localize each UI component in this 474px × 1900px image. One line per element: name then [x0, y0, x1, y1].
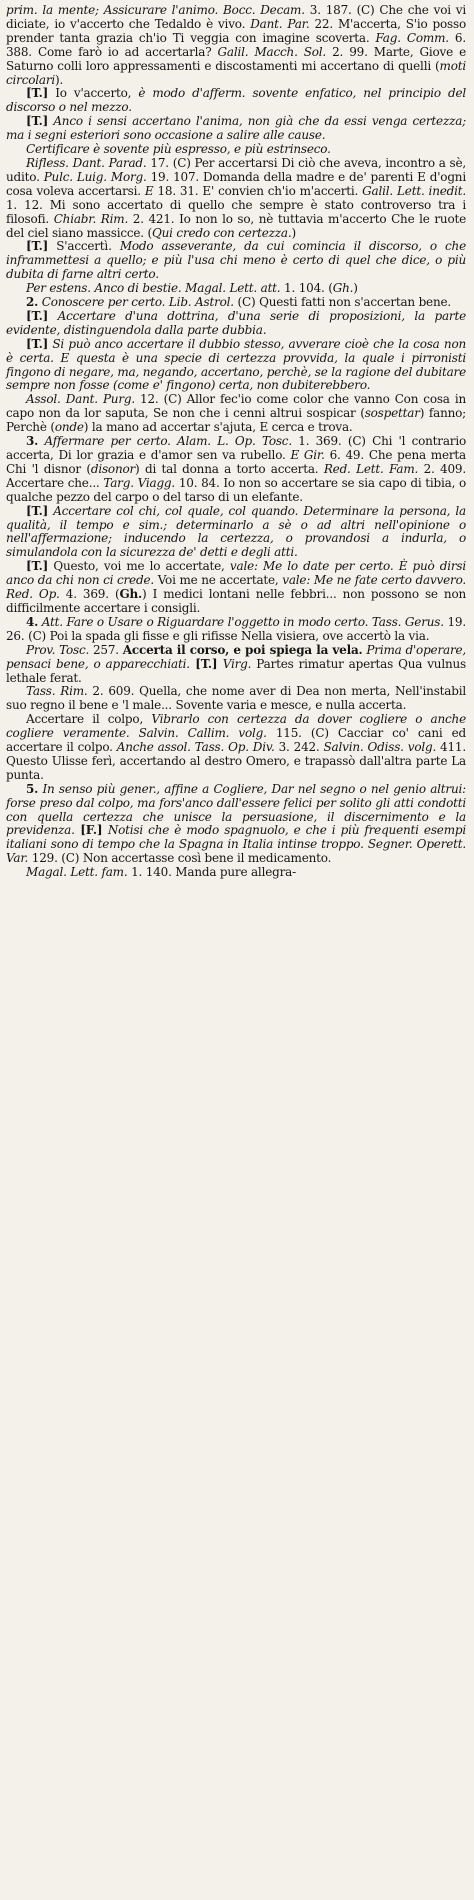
- body-text: 19. 107. Domanda della madre e de' parenti E d'ogni cosa voleva accertarsi.: [6, 169, 466, 198]
- bold-text: [T.]: [26, 336, 49, 351]
- italic-text: Virg.: [222, 656, 252, 671]
- dictionary-paragraph: [6, 560, 466, 616]
- dictionary-paragraph: [6, 143, 466, 157]
- italic-text: Affermare per certo. Alam. L. Op. Tosc.: [44, 434, 292, 449]
- dictionary-paragraph: [6, 435, 466, 505]
- bold-text: 3.: [26, 434, 39, 449]
- body-text: ) I medici lontani nelle febbri... non possono se non difficilmente accertare i consigli.: [6, 587, 466, 615]
- italic-text: Pulc. Luig. Morg.: [43, 169, 147, 184]
- body-text: 1. 369. (C) Chi 'l contrario accerta, Di lor grazia e d'amor sen va rubello.: [6, 434, 466, 462]
- dictionary-paragraph: [6, 783, 466, 866]
- italic-text: Magal. Lett. fam.: [26, 865, 128, 880]
- italic-text: Anche assol. Tass. Op. Div.: [116, 740, 275, 755]
- italic-text: Galil. Lett. inedit.: [362, 183, 466, 198]
- body-text: 115. (C) Cacciar co' cani ed accertare il colpo.: [6, 726, 466, 755]
- italic-text: Vibrarlo con certezza da dover cogliere o anche cogliere veramente. Salvin. Callim. volg.: [6, 712, 466, 741]
- italic-text: è modo d'afferm. sovente enfatico, nel principio del discorso o nel mezzo.: [6, 86, 466, 115]
- italic-text: onde: [54, 420, 84, 435]
- body-text: S'accertì.: [48, 239, 120, 254]
- dictionary-paragraph: [6, 713, 466, 783]
- italic-text: sospettar: [364, 406, 420, 421]
- italic-text: Prov. Tosc.: [26, 642, 90, 657]
- italic-text: Prima d'operare, pensaci bene, o apparecchiati.: [6, 642, 466, 671]
- dictionary-paragraph: [6, 240, 466, 282]
- italic-text: Red. Lett. Fam.: [323, 461, 419, 476]
- italic-text: E Gir.: [290, 448, 325, 462]
- italic-text: vale: Me ne fate certo davvero. Red. Op.: [6, 573, 466, 602]
- italic-text: Certificare è sovente più espresso, e più estrinseco.: [26, 142, 331, 157]
- dictionary-paragraph: [6, 616, 466, 644]
- bold-text: [F.]: [74, 823, 108, 838]
- body-text: ) fanno; Perchè (: [6, 406, 466, 435]
- italic-text: In senso più gener., affine a Cogliere, Dar nel segno o nel genio altrui: forse preso dal colpo, ma fors'anco dall'essere felici per solito gli atti condotti con quella certezza che unisce la persuasione, il discernimento e la previdenza.: [6, 781, 466, 838]
- italic-text: Qui credo con certezza.: [152, 225, 292, 240]
- bold-text: 2.: [26, 295, 39, 310]
- italic-text: Fag. Comm.: [375, 30, 449, 45]
- italic-text: Anco i sensi accertano l'anima, non già che da essi venga certezza; ma i segni esteriori sono occasione a salire alle cause.: [6, 114, 466, 143]
- body-text: 3. 242.: [274, 740, 324, 755]
- italic-text: Conoscere per certo. Lib. Astrol.: [41, 295, 234, 310]
- body-text: ): [353, 281, 358, 296]
- dictionary-paragraph: [6, 87, 466, 115]
- body-text: ): [291, 225, 296, 240]
- body-text: 1. 12. Mi sono accertato di quello che sempre è stato controverso tra i filosofi.: [6, 197, 466, 226]
- dictionary-paragraph: [6, 685, 466, 713]
- italic-text: vale: Me lo date per certo. È può dirsi anco da chi non ci crede.: [6, 559, 467, 588]
- body-text: 2. 609. Quella, che nome aver di Dea non merta, Nell'instabil suo regno il bene e 'l male... Sovente varia e mesce, e nulla accerta.: [6, 684, 466, 713]
- italic-text: E: [144, 183, 154, 198]
- dictionary-paragraph: [6, 310, 466, 338]
- dictionary-paragraph: [6, 4, 466, 87]
- body-text: 6. 388. Come farò io ad accertarla?: [6, 30, 466, 59]
- dictionary-paragraph: [6, 393, 466, 435]
- italic-text: Accertare col chi, col quale, col quando. Determinare la persona, la qualità, il tempo e sim.; determinarlo a sè o ad altri nell'opinione o nell'affermazione; inducendo la certezza, o provandosi a indurla, o simulandola con la sicurezza de' detti e degli atti.: [6, 503, 466, 560]
- italic-text: Si può anco accertare il dubbio stesso, avverare cioè che la cosa non è certa. E questa è una specie di certezza provvida, la quale i pirronisti fingono di negare, ma, negando, accertano, perchè, se la ragione del dubitare sempre non fosse (come e' fingono) certa, non dubiterebbero.: [6, 336, 466, 393]
- body-text: Partes rimatur apertas Qua vulnus lethale ferat.: [6, 656, 466, 685]
- italic-text: Dant. Par.: [250, 16, 310, 31]
- italic-text: Att. Fare o Usare o Riguardare l'oggetto in modo certo. Tass. Gerus.: [41, 614, 444, 629]
- bold-text: [T.]: [26, 86, 49, 101]
- body-text: 6. 49. Che pena merta Chi 'l disnor (: [6, 448, 467, 476]
- italic-text: Modo asseverante, da cui comincia il discorso, o che inframmettesi a quello; e più l'usa chi meno è certo di quel che dice, o più dubita di farne altri certo.: [6, 239, 466, 282]
- dictionary-paragraph: [6, 115, 466, 143]
- dictionary-paragraph: [6, 505, 466, 561]
- bold-text: [T.]: [26, 503, 49, 518]
- body-text: Questo, voi me lo accertate,: [48, 559, 230, 574]
- body-text: Accertare il colpo,: [26, 712, 152, 727]
- dictionary-paragraph: [6, 338, 466, 394]
- body-text: ) di tal donna a torto accerta.: [135, 461, 324, 476]
- body-text: ).: [55, 72, 64, 87]
- body-text: 3. 187. (C) Che che voi vi diciate, io v'accerto che Tedaldo è vivo.: [6, 3, 466, 31]
- body-text: 1. 104. (: [280, 281, 333, 296]
- dictionary-paragraph: [6, 157, 466, 240]
- body-text: 411. Questo Ulisse ferì, accertando al destro Omero, e trapassò dall'altra parte La punta.: [6, 740, 466, 782]
- italic-text: prim. la mente; Assicurare l'animo. Bocc. Decam.: [6, 3, 305, 17]
- dictionary-paragraph: [6, 296, 466, 310]
- body-text: (C) Questi fatti non s'accertan bene.: [233, 295, 452, 310]
- bold-text: Gh.: [119, 587, 142, 602]
- bold-text: [T.]: [26, 114, 49, 129]
- italic-text: Assol. Dant. Purg.: [26, 392, 135, 407]
- body-text: 2. 421. Io non lo so, nè tuttavia m'accerto Che le ruote del ciel siano massicce. (: [6, 211, 466, 240]
- body-text: 10. 84. Io non so accertare se sia capo di tibia, o qualche pezzo del carpo o del tarso di un elefante.: [6, 475, 467, 504]
- italic-text: Galil. Macch. Sol.: [217, 44, 327, 59]
- italic-text: Anco di bestie. Magal. Lett. att.: [94, 281, 281, 296]
- body-text: 19. 26. (C) Poi la spada gli fisse e gli rifisse Nella visiera, ove accertò la via.: [6, 614, 466, 643]
- body-text: 1. 140. Manda pure allegra-: [127, 865, 296, 880]
- body-text: Voi me ne accertate,: [153, 573, 283, 588]
- italic-text: Rifless. Dant. Parad.: [26, 155, 147, 170]
- italic-text: Salvin. Odiss. volg.: [323, 740, 437, 755]
- dictionary-paragraph: [6, 866, 466, 880]
- italic-text: Targ. Viagg.: [103, 475, 176, 490]
- body-text: 2. 99. Marte, Giove e Saturno colli loro appressamenti e discostamenti mi accertano di quelli (: [6, 44, 466, 73]
- italic-text: Tass. Rim.: [26, 684, 88, 699]
- italic-text: disonor: [90, 461, 136, 476]
- italic-text: Per estens.: [26, 281, 91, 296]
- bold-text: 5.: [26, 781, 39, 796]
- body-text: 18. 31. E' convien ch'io m'accerti.: [153, 183, 363, 198]
- body-text: 257.: [89, 642, 123, 657]
- bold-text: [T.]: [26, 308, 49, 323]
- body-text: 2. 409. Accertare che...: [6, 461, 466, 490]
- body-text: ) la mano ad accertar s'ajuta, E cerca e trova.: [83, 420, 353, 435]
- body-text: 12. (C) Allor fec'io come color che vanno Con cosa in capo non da lor saputa, Se non che i cenni altrui sospicar (: [6, 392, 466, 421]
- bold-text: Accerta il corso, e poi spiega la vela.: [122, 642, 363, 657]
- bold-text: [T.]: [26, 559, 49, 574]
- bold-text: [T.]: [189, 656, 223, 671]
- italic-text: Accertare d'una dottrina, d'una serie di proposizioni, la parte evidente, distinguendola dalla parte dubbia.: [6, 308, 466, 337]
- dictionary-paragraph: [6, 282, 466, 296]
- bold-text: 4.: [26, 614, 39, 629]
- body-text: 22. M'accerta, S'io posso prender tanta grazia ch'io Ti veggia con imagine scoverta.: [6, 16, 466, 45]
- body-text: Io v'accerto,: [48, 86, 139, 101]
- italic-text: Chiabr. Rim.: [53, 211, 129, 226]
- body-text: 17. (C) Per accertarsi Di ciò che aveva, incontro a sè, udito.: [6, 155, 466, 184]
- bold-text: [T.]: [26, 239, 49, 254]
- body-text: 129. (C) Non accertasse così bene il medicamento.: [28, 851, 332, 866]
- body-text: 4. 369. (: [59, 587, 120, 602]
- dictionary-paragraph: [6, 644, 466, 686]
- italic-text: Gh.: [332, 281, 354, 296]
- italic-text: moti circolari: [6, 58, 466, 87]
- italic-text: Notisi che è modo spagnuolo, e che i più frequenti esempi italiani sono di tempo che la Spagna in Italia intinse troppo. Segner. Operett. Var.: [6, 823, 466, 866]
